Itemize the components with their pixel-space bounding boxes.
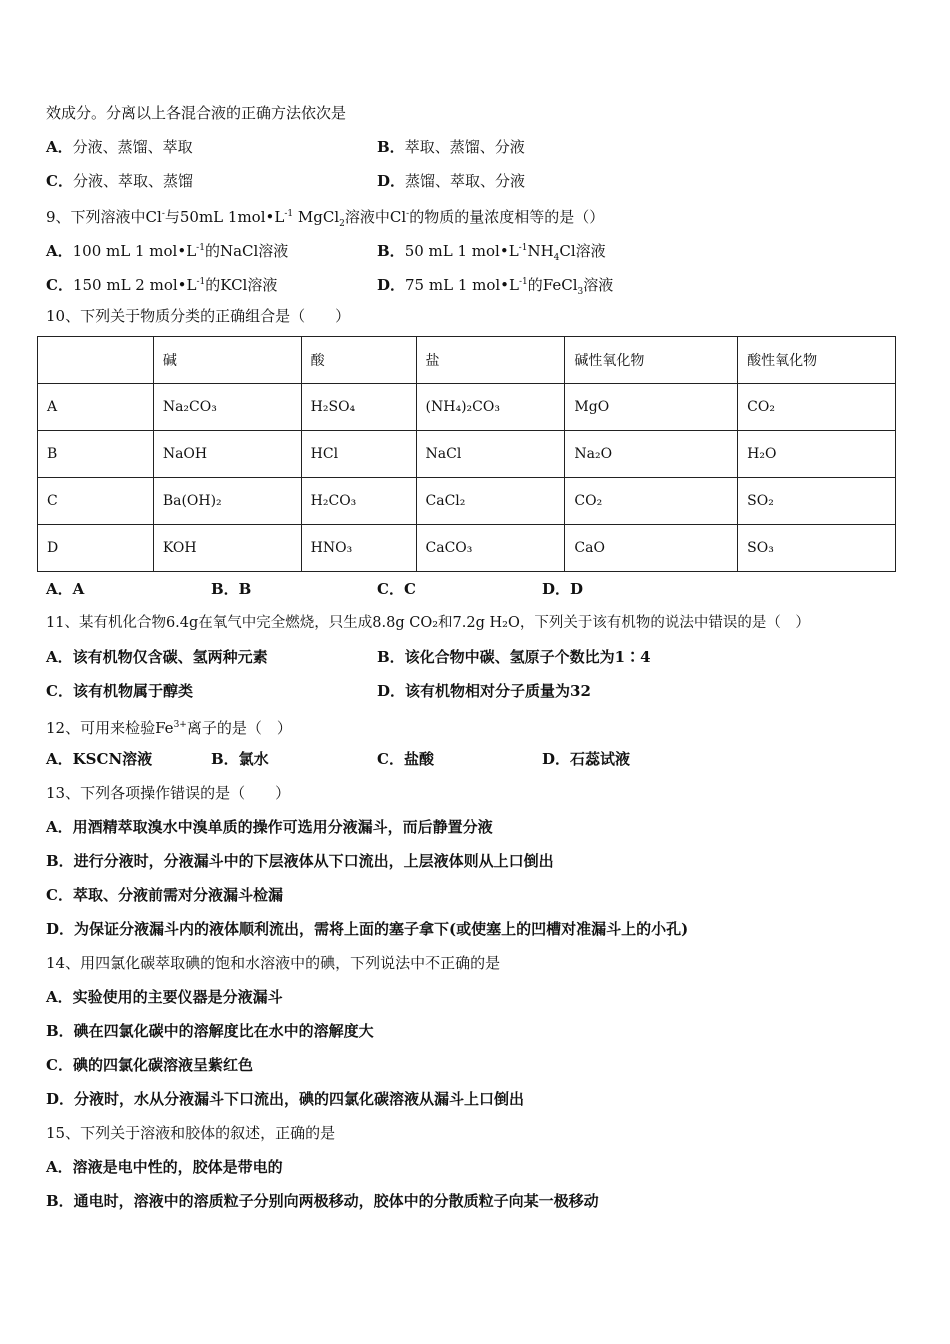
q15-stem: 15、下列关于溶液和胶体的叙述，正确的是: [46, 1124, 336, 1142]
table-cell: H₂SO₄: [301, 384, 416, 431]
q10-stem: 10、下列关于物质分类的正确组合是（ ）: [46, 307, 351, 325]
q14-stem: 14、用四氯化碳萃取碘的饱和水溶液中的碘，下列说法中不正确的是: [46, 954, 501, 972]
q11-option-c: C．该有机物属于醇类: [46, 682, 193, 700]
q13-option-c: C．萃取、分液前需对分液漏斗检漏: [46, 886, 283, 904]
q13-option-d: D．为保证分液漏斗内的液体顺利流出，需将上面的塞子拿下(或使塞上的凹槽对准漏斗上的小孔): [46, 920, 689, 938]
table-row: [38, 525, 896, 572]
table-cell: CaCl₂: [416, 478, 565, 525]
q12-option-a: A．KSCN溶液: [46, 750, 153, 768]
q10-option-b: B．B: [211, 580, 252, 598]
q8-option-a: A．分液、蒸馏、萃取: [46, 138, 193, 156]
table-cell: D: [38, 525, 154, 572]
table-cell: Na₂O: [565, 431, 738, 478]
q14-option-c: C．碘的四氯化碳溶液呈紫红色: [46, 1056, 253, 1074]
table-cell: Na₂CO₃: [153, 384, 301, 431]
q14-option-b: B．碘在四氯化碳中的溶解度比在水中的溶解度大: [46, 1022, 374, 1040]
q8-option-c: C．分液、萃取、蒸馏: [46, 172, 193, 190]
table-cell: H₂O: [738, 431, 896, 478]
table-header: 碱: [153, 337, 301, 384]
q14-option-a: A．实验使用的主要仪器是分液漏斗: [46, 988, 283, 1006]
q9-option-b: B．50 mL 1 $mol•L^{-1}NH_4Cl$溶液: [377, 242, 606, 263]
intro-text: 效成分。分离以上各混合液的正确方法依次是: [46, 104, 347, 122]
q15-option-a: A．溶液是电中性的，胶体是带电的: [46, 1158, 283, 1176]
q12-option-c: C．盐酸: [377, 750, 434, 768]
table-cell: (NH₄)₂CO₃: [416, 384, 565, 431]
table-header-row: [38, 337, 896, 384]
table-cell: A: [38, 384, 154, 431]
table-cell: NaCl: [416, 431, 565, 478]
table-header: 盐: [416, 337, 565, 384]
table-cell: HNO₃: [301, 525, 416, 572]
table-cell: NaOH: [153, 431, 301, 478]
q10-option-d: D．D: [542, 580, 584, 598]
q9-option-c: C．150 mL 2 $mol•L^{-1}$的KCl溶液: [46, 276, 278, 294]
classification-table: [37, 336, 896, 572]
table-cell: CaCO₃: [416, 525, 565, 572]
table-header: 碱性氧化物: [565, 337, 738, 384]
q12-stem: 12、可用来检验$Fe^{3+}$离子的是（ ）: [46, 719, 292, 737]
q11-option-a: A．该有机物仅含碳、氢两种元素: [46, 648, 268, 666]
q9-option-d: D．75 mL 1 $mol•L^{-1}$的FeCl$_3$溶液: [377, 276, 614, 297]
q11-option-d: D．该有机物相对分子质量为32: [377, 682, 591, 700]
table-header: [38, 337, 154, 384]
q11-stem: 11、某有机化合物6.4g在氧气中完全燃烧，只生成8.8g CO₂和7.2g H₂O，下列关于该有机物的说法中错误的是（ ）: [46, 615, 810, 631]
table-row: [38, 384, 896, 431]
table-cell: KOH: [153, 525, 301, 572]
table-cell: SO₃: [738, 525, 896, 572]
q11-option-b: B．该化合物中碳、氢原子个数比为1∶4: [377, 648, 651, 666]
table-header: 酸性氧化物: [738, 337, 896, 384]
q13-option-b: B．进行分液时，分液漏斗中的下层液体从下口流出，上层液体则从上口倒出: [46, 852, 554, 870]
table-cell: H₂CO₃: [301, 478, 416, 525]
table-cell: Ba(OH)₂: [153, 478, 301, 525]
q8-option-d: D．蒸馏、萃取、分液: [377, 172, 526, 190]
table-row: [38, 431, 896, 478]
q12-option-b: B．氯水: [211, 750, 269, 768]
table-cell: HCl: [301, 431, 416, 478]
table-cell: C: [38, 478, 154, 525]
q9-stem: 9、下列溶液中Cl-与50mL $1mol•L^{-1}$ MgCl$_2$溶液中Cl-的物质的量浓度相等的是（）: [46, 208, 605, 229]
q13-stem: 13、下列各项操作错误的是（ ）: [46, 784, 291, 802]
q9-option-a: A．100 mL 1 $mol•L^{-1}$的NaCl溶液: [46, 242, 289, 260]
table-row: [38, 478, 896, 525]
q10-option-c: C．C: [377, 580, 416, 598]
table-cell: CaO: [565, 525, 738, 572]
q13-option-a: A．用酒精萃取溴水中溴单质的操作可选用分液漏斗，而后静置分液: [46, 818, 493, 836]
q15-option-b: B．通电时，溶液中的溶质粒子分别向两极移动，胶体中的分散质粒子向某一极移动: [46, 1192, 599, 1210]
q8-option-b: B．萃取、蒸馏、分液: [377, 138, 525, 156]
table-cell: B: [38, 431, 154, 478]
table-cell: CO₂: [738, 384, 896, 431]
table-cell: CO₂: [565, 478, 738, 525]
table-cell: SO₂: [738, 478, 896, 525]
q10-option-a: A．A: [46, 580, 85, 598]
q12-option-d: D．石蕊试液: [542, 750, 631, 768]
table-cell: MgO: [565, 384, 738, 431]
q14-option-d: D．分液时，水从分液漏斗下口流出，碘的四氯化碳溶液从漏斗上口倒出: [46, 1090, 525, 1108]
table-header: 酸: [301, 337, 416, 384]
